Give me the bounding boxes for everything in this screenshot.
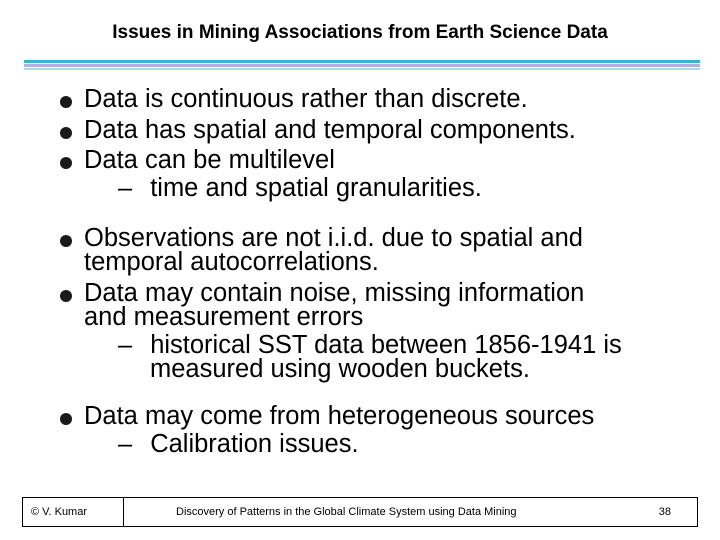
footer-center-text: Discovery of Patterns in the Global Climate System using Data Mining [176, 506, 517, 518]
sub-bullet-text: historical SST data between 1856-1941 is [150, 331, 622, 359]
sub-bullet-text-continued: measured using wooden buckets. [150, 355, 530, 383]
bullet-text: Data has spatial and temporal components. [84, 116, 576, 144]
bullet-text-continued: temporal autocorrelations. [84, 248, 379, 276]
bullet-dot-icon [60, 157, 72, 169]
divider-line-middle [24, 64, 700, 67]
bullet-dot-icon [60, 96, 72, 108]
page-number: 38 [658, 506, 671, 518]
bullet-text: Data is continuous rather than discrete. [84, 85, 528, 113]
footer-author-box [22, 497, 124, 527]
bullet-dot-icon [60, 235, 72, 247]
sub-bullet-text: time and spatial granularities. [150, 174, 482, 202]
bullet-text: Data may contain noise, missing information [84, 279, 585, 307]
divider-line-bottom [24, 68, 700, 70]
divider-line-top [24, 60, 700, 63]
sub-bullet [118, 175, 482, 202]
footer-info-box [124, 497, 698, 527]
dash-marker: – [118, 174, 133, 202]
bullet-dot-icon [60, 127, 72, 139]
footer-author: © V. Kumar [31, 506, 87, 518]
bullet-dot-icon [60, 413, 72, 425]
bullet-text: Observations are not i.i.d. due to spatial and [84, 224, 583, 252]
title-divider [24, 60, 700, 72]
sub-bullet [118, 431, 359, 458]
slide-title: Issues in Mining Associations from Earth Science Data [112, 22, 608, 43]
bullet-text: Data may come from heterogeneous sources [84, 402, 595, 430]
dash-marker: – [118, 430, 133, 458]
bullet-dot-icon [60, 290, 72, 302]
bullet-text-continued: and measurement errors [84, 303, 364, 331]
bullet-text: Data can be multilevel [84, 146, 335, 174]
sub-bullet-text: Calibration issues. [150, 430, 359, 458]
dash-marker: – [118, 331, 133, 359]
